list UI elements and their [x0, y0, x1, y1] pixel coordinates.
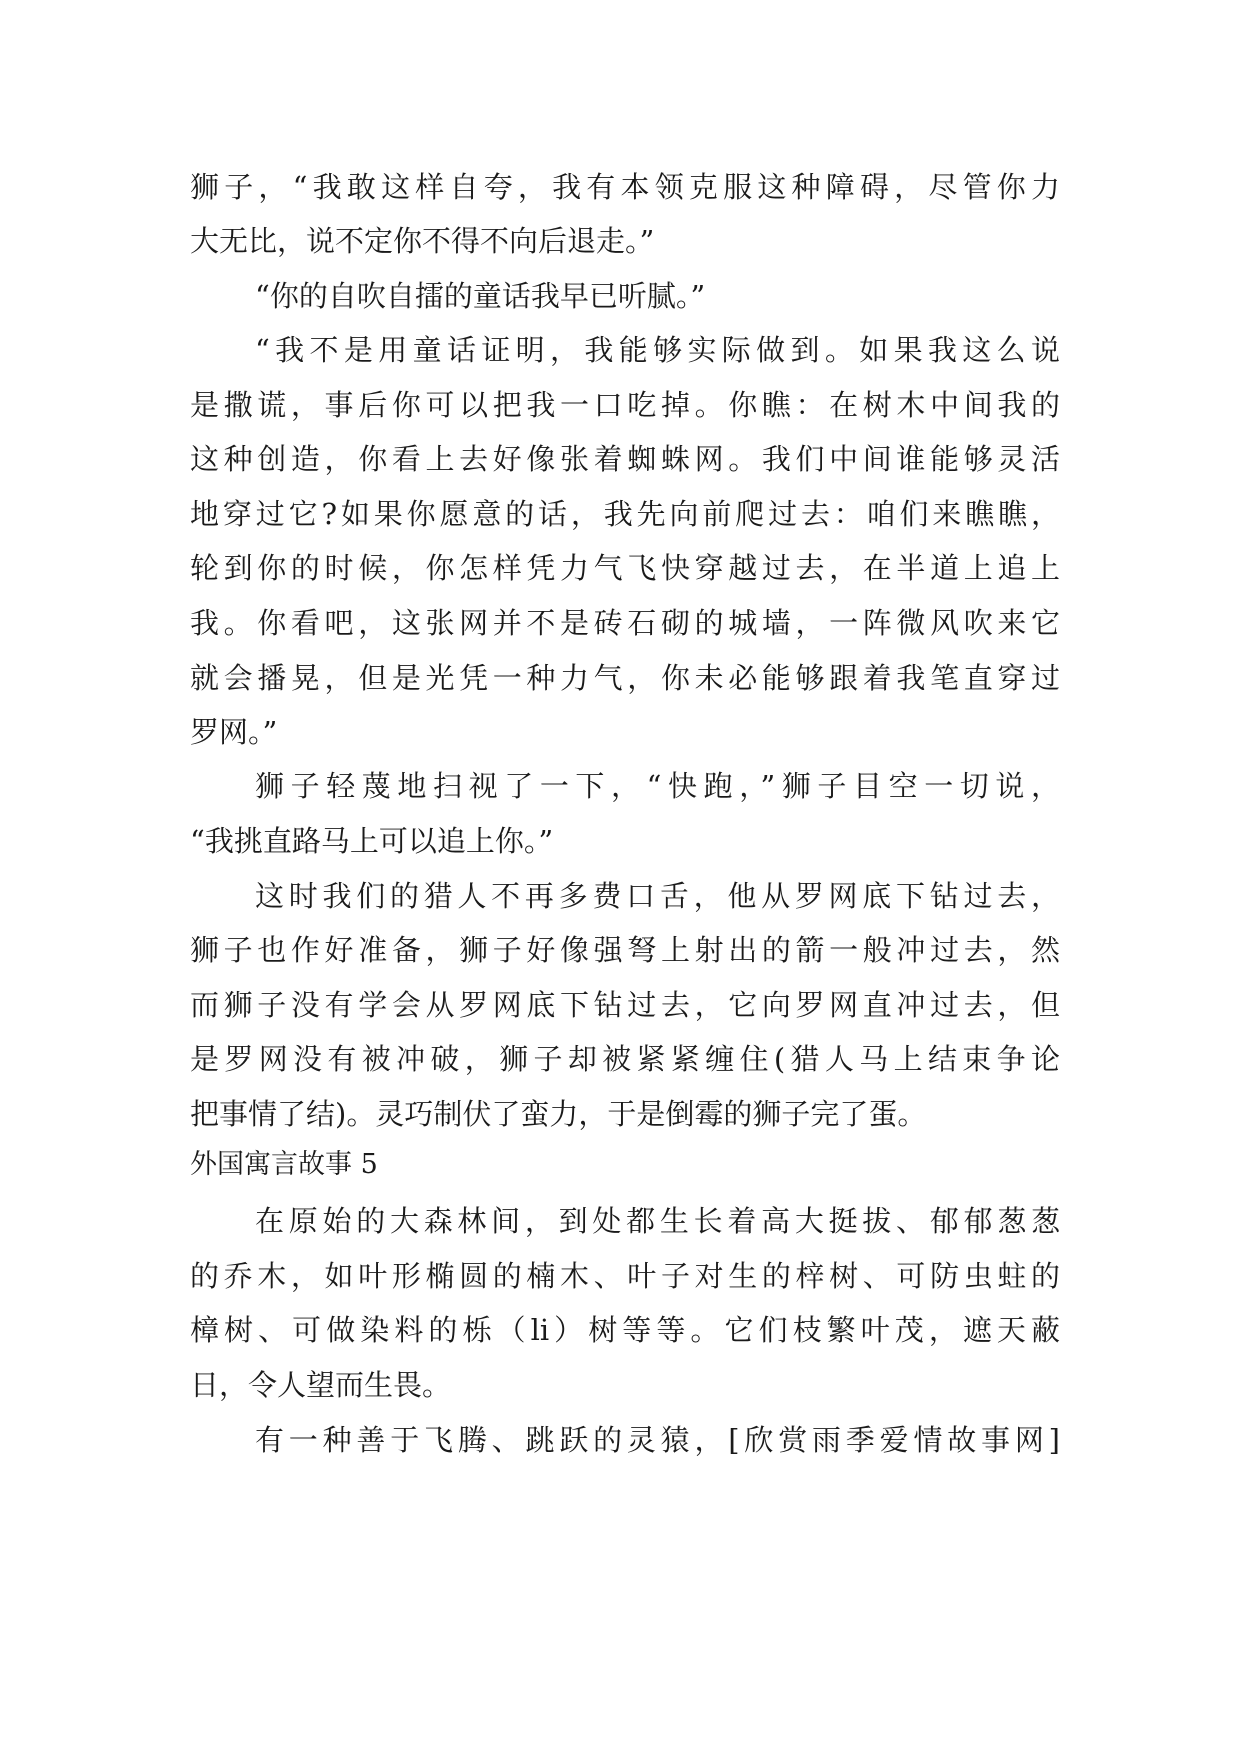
text-line: 狮子，“我敢这样自夸，我有本领克服这种障碍，尽管你力 — [190, 170, 1060, 204]
text-line: 狮子也作好准备，狮子好像强弩上射出的箭一般冲过去，然 — [190, 933, 1060, 967]
text-line: 在原始的大森林间，到处都生长着高大挺拔、郁郁葱葱 — [255, 1204, 1060, 1238]
text-line: 是罗网没有被冲破，狮子却被紧紧缠住(猎人马上结束争论 — [190, 1042, 1060, 1076]
text-line: 地穿过它?如果你愿意的话，我先向前爬过去：咱们来瞧瞧， — [190, 497, 1060, 531]
text-line: “我挑直路马上可以追上你。” — [190, 824, 554, 858]
text-line: 有一种善于飞腾、跳跃的灵猿，[欣赏雨季爱情故事网] — [255, 1423, 1060, 1457]
text-line: 是撒谎，事后你可以把我一口吃掉。你瞧：在树木中间我的 — [190, 388, 1060, 422]
text-line: 而狮子没有学会从罗网底下钻过去，它向罗网直冲过去，但 — [190, 988, 1060, 1022]
text-line: 把事情了结)。灵巧制伏了蛮力，于是倒霉的狮子完了蛋。 — [190, 1097, 927, 1131]
text-line: 就会播晃，但是光凭一种力气，你未必能够跟着我笔直穿过 — [190, 661, 1060, 695]
text-line: 轮到你的时候，你怎样凭力气飞快穿越过去，在半道上追上 — [190, 551, 1060, 585]
text-line: 我。你看吧，这张网并不是砖石砌的城墙，一阵微风吹来它 — [190, 606, 1060, 640]
text-line: “我不是用童话证明，我能够实际做到。如果我这么说 — [255, 333, 1060, 367]
text-line: 这种创造，你看上去好像张着蜘蛛网。我们中间谁能够灵活 — [190, 442, 1060, 476]
text-line: 罗网。” — [190, 715, 278, 749]
text-line: 的乔木，如叶形椭圆的楠木、叶子对生的梓树、可防虫蛀的 — [190, 1259, 1060, 1293]
text-line: 这时我们的猎人不再多费口舌，他从罗网底下钻过去， — [255, 879, 1060, 913]
text-line: 日，令人望而生畏。 — [190, 1368, 452, 1402]
section-heading: 外国寓言故事 5 — [190, 1149, 378, 1180]
text-line: 大无比，说不定你不得不向后退走。” — [190, 224, 655, 258]
text-line: “你的自吹自擂的童话我早已听腻。” — [255, 279, 706, 313]
text-line: 狮子轻蔑地扫视了一下，“快跑，”狮子目空一切说， — [255, 769, 1060, 803]
text-line: 樟树、可做染料的栎（li）树等等。它们枝繁叶茂，遮天蔽 — [190, 1313, 1060, 1347]
